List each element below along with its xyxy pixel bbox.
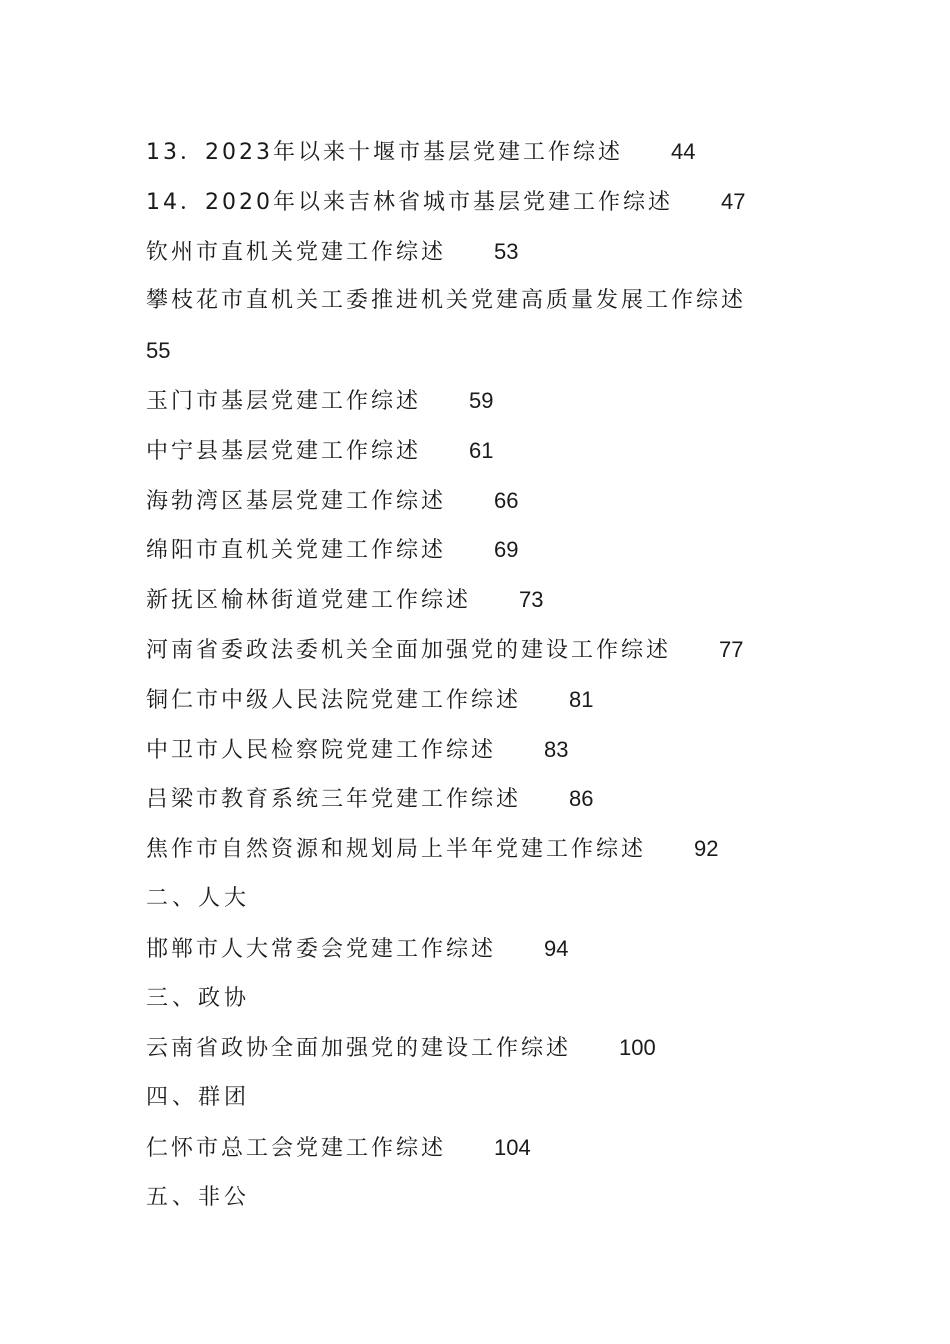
toc-entry-title: 中卫市人民检察院党建工作综述	[146, 737, 497, 763]
toc-entry-title: 吕梁市教育系统三年党建工作综述	[146, 787, 522, 813]
toc-entry-title: 绵阳市直机关党建工作综述	[146, 538, 447, 564]
toc-entry	[146, 1123, 826, 1173]
toc-entry	[146, 625, 826, 675]
toc-entry-title: 海勃湾区基层党建工作综述	[146, 488, 447, 514]
section-heading-title: 四、群团	[146, 1085, 251, 1111]
toc-entry-page: 92	[694, 836, 719, 862]
toc-entry	[146, 675, 826, 725]
toc-entry-page: 104	[494, 1134, 531, 1160]
toc-entry-title: 焦作市自然资源和规划局上半年党建工作综述	[146, 837, 647, 863]
toc-entry	[146, 426, 826, 476]
toc-entry	[146, 127, 826, 177]
toc-entry-page: 83	[544, 736, 569, 762]
toc-entry-title: 河南省委政法委机关全面加强党的建设工作综述	[146, 637, 672, 663]
toc-entry-continuation	[146, 326, 826, 376]
toc-entry-title: 铜仁市中级人民法院党建工作综述	[146, 687, 522, 713]
toc-section-heading	[146, 1173, 826, 1223]
toc-entry	[146, 1023, 826, 1073]
toc-entry-title: 邯郸市人大常委会党建工作综述	[146, 936, 497, 962]
toc-entry-title: 中宁县基层党建工作综述	[146, 438, 422, 464]
toc-section-heading	[146, 974, 826, 1024]
table-of-contents	[146, 127, 826, 1223]
toc-entry-title: 云南省政协全面加强党的建设工作综述	[146, 1036, 572, 1062]
toc-entry	[146, 177, 826, 227]
toc-entry	[146, 376, 826, 426]
section-heading-title: 二、人大	[146, 885, 251, 911]
toc-section-heading	[146, 874, 826, 924]
toc-entry	[146, 476, 826, 526]
toc-entry	[146, 824, 826, 874]
toc-entry-page: 69	[494, 537, 519, 563]
toc-entry-page: 66	[494, 487, 519, 513]
toc-entry	[146, 725, 826, 775]
toc-entry-page: 53	[494, 238, 519, 264]
toc-entry-page: 44	[670, 139, 696, 164]
toc-entry-title: 攀枝花市直机关工委推进机关党建高质量发展工作综述	[146, 288, 747, 314]
toc-entry-page: 81	[569, 686, 594, 712]
section-heading-title: 五、非公	[146, 1184, 251, 1210]
toc-entry	[146, 525, 826, 575]
toc-entry-page: 94	[544, 935, 569, 961]
toc-entry-title: 钦州市直机关党建工作综述	[146, 239, 447, 265]
toc-entry	[146, 276, 826, 326]
toc-entry-title: 仁怀市总工会党建工作综述	[146, 1135, 447, 1161]
toc-section-heading	[146, 1073, 826, 1123]
toc-entry-title: 新抚区榆林街道党建工作综述	[146, 588, 472, 614]
toc-entry	[146, 227, 826, 277]
toc-entry-page: 100	[619, 1035, 656, 1061]
toc-entry	[146, 774, 826, 824]
toc-entry-page: 61	[469, 437, 494, 463]
toc-entry-title: 13．2023年以来十堰市基层党建工作综述	[146, 140, 623, 165]
toc-entry-page: 59	[469, 387, 494, 413]
toc-entry-title: 玉门市基层党建工作综述	[146, 388, 422, 414]
toc-entry-page: 77	[719, 636, 744, 662]
toc-entry-page: 47	[720, 188, 746, 214]
toc-entry-title: 14．2020年以来吉林省城市基层党建工作综述	[146, 189, 673, 215]
toc-entry-page: 73	[519, 587, 544, 613]
section-heading-title: 三、政协	[146, 985, 251, 1011]
toc-entry-page: 86	[569, 786, 594, 812]
toc-entry-page: 55	[146, 338, 171, 364]
toc-entry	[146, 575, 826, 625]
toc-entry	[146, 924, 826, 974]
